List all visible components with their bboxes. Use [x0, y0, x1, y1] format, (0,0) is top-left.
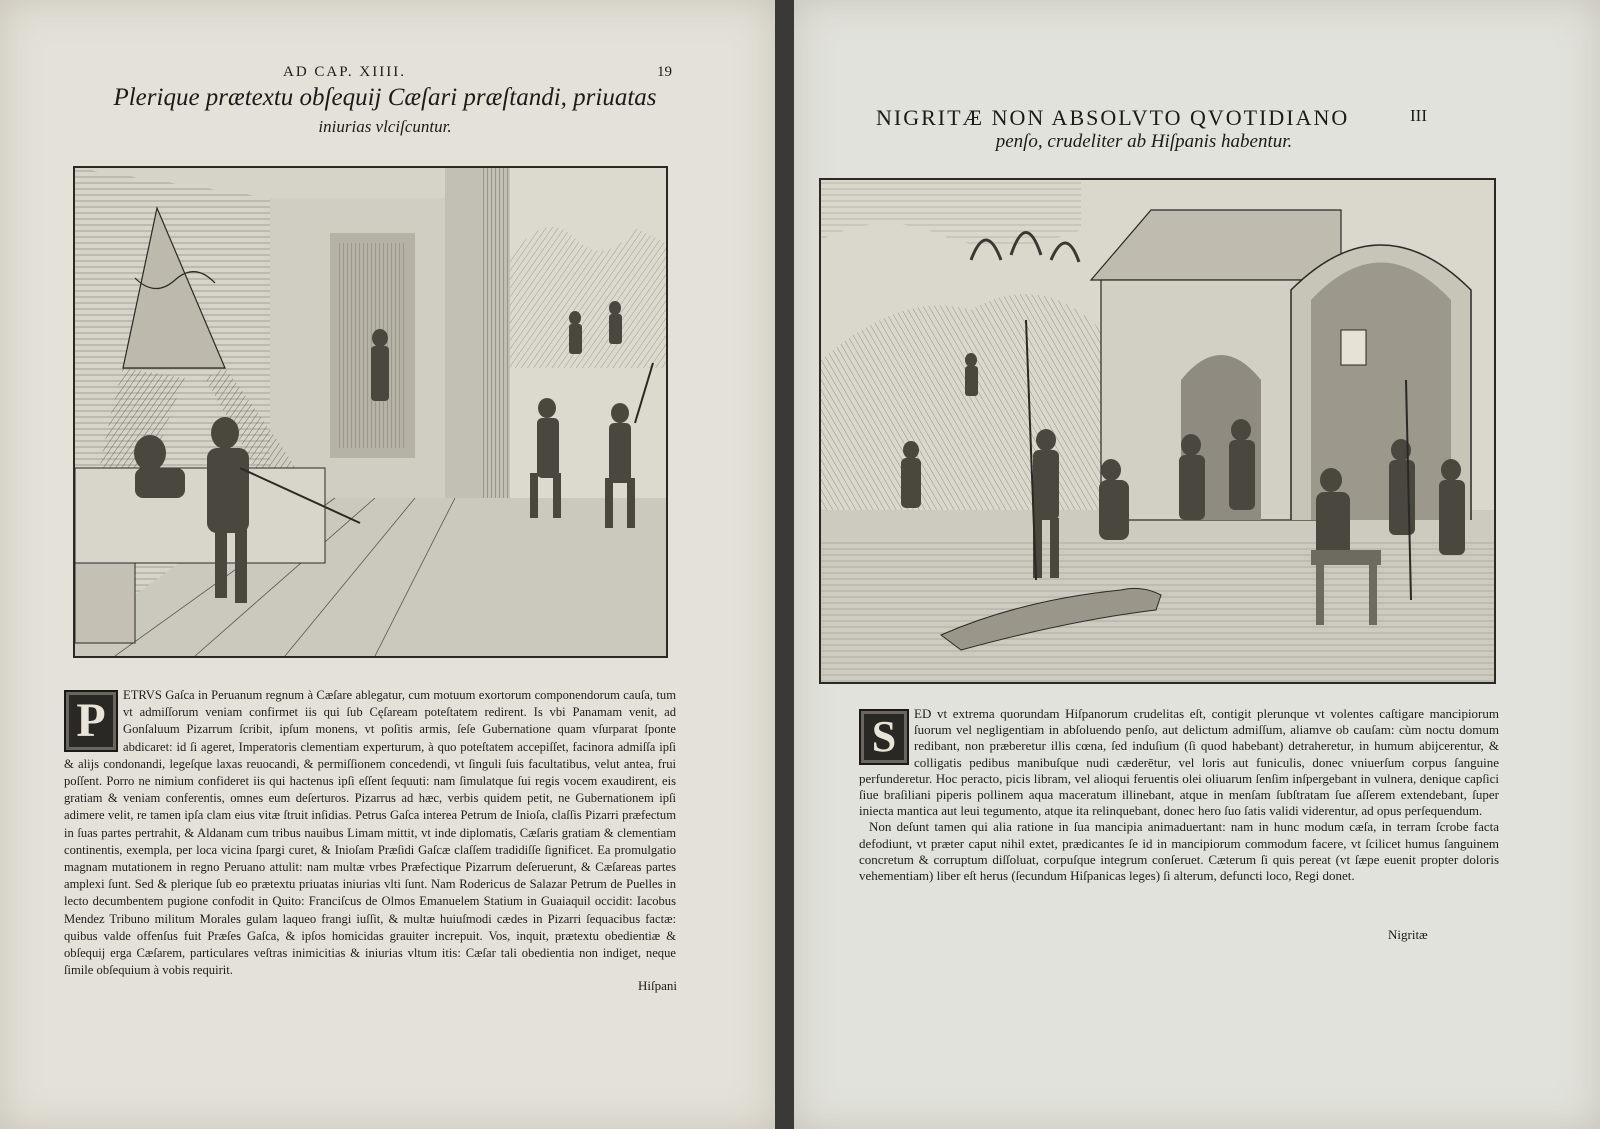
- page-subtitle: penſo, crudeliter ab Hiſpanis habentur.: [995, 131, 1293, 152]
- running-head: AD CAP. XIIII.: [283, 64, 406, 80]
- catchword: Nigritæ: [1388, 927, 1428, 942]
- page-number: III: [1410, 106, 1427, 125]
- catchword: Hiſpani: [638, 978, 677, 993]
- body-paragraph-2: Non deſunt tamen qui alia ratione in ſua mancipia animaduertant: nam in hunc modum cæſa, in terram ſcrobe facta defodiunt, vt præter caput nihil extet, prædicantes ſe id in mancipiorum commodum facere, vt ſcilicet humus ſanguinem concretum & corruptum diſſoluat, corpuſque integrum conſeruet. Cæterum ſi quis pereat (vt ſæpe euenit propter doloris vehementiam) liber eſt herus (ſecundum Hiſpanicas leges) ſi alterum, defuncti loco, Regi donet.: [859, 819, 1499, 884]
- page-title: NIGRITÆ NON ABSOLVTO QVOTIDIANO: [876, 105, 1350, 130]
- body-lead: ED: [914, 706, 932, 721]
- right-page: [794, 0, 1600, 1129]
- body-lead: ETRVS: [123, 688, 162, 702]
- engraving-illustration-right: [821, 180, 1494, 682]
- drop-capital: S: [859, 709, 909, 765]
- engraving-plate-left: [73, 166, 668, 658]
- page-title: Plerique prætextu obſequij Cæſari præſtandi, priuatas: [113, 84, 657, 111]
- page-subtitle: iniurias vlciſcuntur.: [318, 117, 452, 136]
- body-paragraph-1: vt extrema quorundam Hiſpanorum crudelitas eſt, contigit plerunque vt volentes caſtigare mancipiorum ſuorum vel negligentiam in abſoluendo penſo, aut delictum admiſſum, aliamve ob cauſam: cùm noctu domum redibant, non præberetur illis cœna, ſed induſium (ſi quod habebant) detraheretur, in humum abijcerentur, & colligatis pedibus manibuſque nudi cæderētur, vel loris aut funiculis, donec vniuerſum corpus ſanguine perfunderetur. Hoc peracto, picis libram, vel alioqui feruentis olei oliuarum ſenſim inſpergebant in vulnera, denique capſici ſiue braſiliani piperis pollinem aqua maceratum illinebant, atque in menſam ſubſtratam ſue aſſerem extendebant, ſuper iniecta mantica aut leui tegumento, atque ita relinquebant, donec hero ſuo ſatis validi viderentur, ad opus perſequendum.: [859, 706, 1499, 819]
- body-paragraph: Gaſca in Peruanum regnum à Cæſare ablegatur, cum motuum exortorum componendorum cauſa, tum vt admiſſorum veniam confirmet iis qui ſub Cęſaream poteſtatem redirent. Is vbi Panamam venit, ad Gonſaluum Pizarrum ſcribit, ipſum monens, vt poſitis armis, ſeſe Gubernatione quam vſurparat ſponte abdicaret: id ſi ageret, Imperatoris clementiam experturum, à quo poteſtatem accepiſſet, facinora admiſſa ipſi & alijs condonandi, legeſque laxas reuocandi, & permiſſionem concedendi, vt ſinguli ſuis facultatibus, velut antea, frui poſſent. Porro ne nimium confideret iis qui hactenus ipſi eſſent ſequuti: nam ſimulatque ſui regis vocem exaudirent, eis gratiam & veniam conferentis, omnes eum deſerturos. Pizarrus ad hæc, verbis quidem petit, ne Gubernationem ipſi adimere velit, re tamen ipſa clam eius vitæ ſtruit inſidias. Petrus Gaſca interea Petrum de Inioſa, claſſis Pizarri præfectum in ſuas partes pertrahit, & Aldanam cum tribus nauibus Limam mittit, vt inde diplomatis, Cæſaris gratiam & clementiam continentis, exempla, per loca vicina ſpargi curet, & Inioſam Præſidi Gaſcæ claſſem tradidiſſe ſignificet. Ea promulgatio magnam mutationem in regno Peruano attulit: nam multæ vrbes Præfectique Pizarrum deſeruerunt, & Cæſareas partes amplexi ſunt. Sed & plerique ſub eo prætextu priuatas iniurias vlti ſunt. Nam Rodericus de Salazar Petrum de Puelles in lecto decumbentem pugione confodit in Quito: Franciſcus de Olmos Emanuelem Statium in Guaiaquil occidit: Iacobus Mendez Tribuno militum Morales gulam laqueo frangi iuſſit, & multæ huiuſmodi cædes in Pizarri ſequacibus factæ: quibus valde offenſus fuit Præſes Gaſca, & ipſos homicidas grauiter increpuit. Vos, inquit, prætextu obedientiæ & obſequij erga Cæſarem, particulares veſtras inimicitias & iniurias vltum itis: Cæſar tali obedientia non indiget, neque ſimile obſequium à vobis requirit.: [64, 688, 676, 978]
- drop-capital: P: [64, 690, 118, 752]
- left-page: [0, 0, 775, 1129]
- engraving-plate-right: [819, 178, 1496, 684]
- body-text-left: [64, 687, 676, 979]
- page-number: 19: [657, 64, 672, 80]
- engraving-illustration-left: [75, 168, 666, 656]
- body-text-right: [859, 706, 1499, 884]
